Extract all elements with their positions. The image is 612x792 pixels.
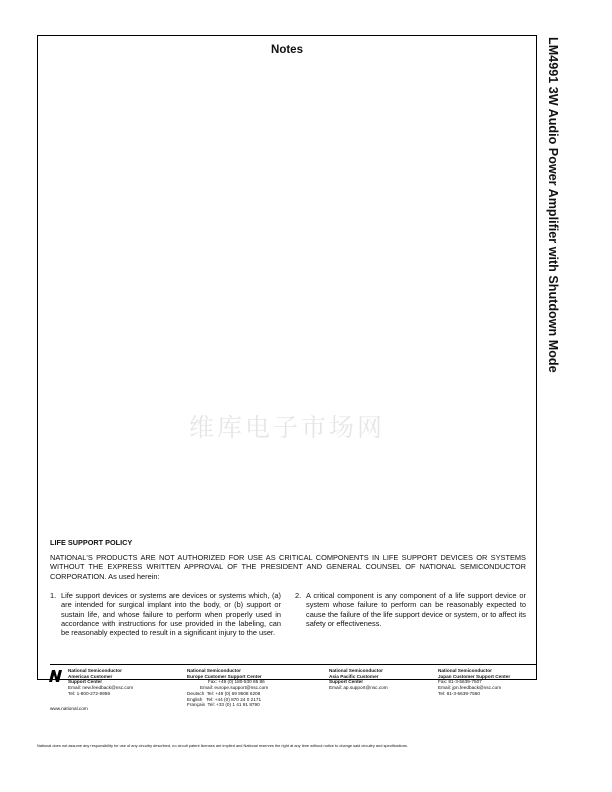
contact-email: Email: jpn.feedback@nsc.com — [438, 685, 502, 691]
policy-item-1 — [50, 591, 281, 637]
contact-asia-pacific — [329, 668, 429, 691]
document-side-title: LM4991 3W Audio Power Amplifier with Shutdown Mode — [546, 37, 560, 373]
policy-definitions-list — [50, 591, 526, 637]
contact-region: Japan Customer Support Center — [438, 673, 511, 679]
policy-item-number: 1. — [50, 591, 57, 600]
contact-fax: Fax: 81-3-5639-7507 — [438, 679, 482, 685]
contact-email: Email: europe.support@nsc.com — [187, 685, 269, 691]
notes-frame — [37, 35, 537, 711]
contact-japan — [438, 668, 538, 697]
contact-email: Email: ap.support@nsc.com — [329, 685, 388, 691]
policy-item-text: Life support devices or systems are devices or systems which, (a) are intended for surgical implant into the body, or (b) support or sustain life, and whose failure to perform when properly used in accordance with instructions for use provided in the labeling, can be reasonably expected to result in a significant injury to the user. — [61, 591, 281, 638]
policy-item-number: 2. — [295, 591, 302, 600]
contact-tel-francais: Français Tel: +33 (0) 1 41 91 8790 — [187, 702, 260, 708]
contact-org: National Semiconductor — [68, 668, 122, 673]
contact-region-line2: Support Center — [68, 679, 103, 685]
contact-footer — [50, 668, 534, 713]
footer-divider — [50, 664, 536, 665]
contact-region-line2: Support Center — [329, 679, 364, 685]
contact-org: National Semiconductor — [329, 668, 383, 673]
national-semiconductor-logo-icon — [48, 669, 63, 683]
contact-region: Asia Pacific Customer — [329, 673, 379, 679]
contact-region: Europe Customer Support Center — [187, 673, 262, 679]
life-support-policy-statement: NATIONAL'S PRODUCTS ARE NOT AUTHORIZED FOR USE AS CRITICAL COMPONENTS IN LIFE SUPPORT DEVICES OR SYSTEMS WITHOUT THE EXPRESS WRITTEN APPROVAL OF THE PRESIDENT AND GENERAL COUNSEL OF NATIONAL SEMICONDUCTOR CORPORATION. As used herein: — [50, 553, 526, 581]
contact-americas — [68, 668, 178, 697]
contact-region: Americas Customer — [68, 673, 113, 679]
watermark: 维库电子市场网 — [188, 413, 385, 442]
contact-tel-deutsch: Deutsch Tel: +49 (0) 69 9508 6208 — [187, 690, 261, 696]
contact-europe — [187, 668, 317, 708]
contact-tel: Tel: 81-3-5639-7560 — [438, 690, 480, 696]
website-url: www.national.com — [50, 706, 88, 711]
contact-fax: Fax: +49 (0) 180-530 85 86 — [187, 679, 265, 685]
policy-item-text: A critical component is any component of a life support device or system whose failure to perform can be reasonably expected to cause the failure of the life support device or system, or to affect its safety or effectiveness. — [306, 591, 526, 628]
policy-item-2 — [295, 591, 526, 637]
notes-title: Notes — [271, 44, 303, 56]
legal-disclaimer: National does not assume any responsibility for use of any circuitry described, no circuit patent licenses are implied and National reserves the right at any time without notice to change said circuitry and specifications. — [37, 743, 408, 748]
contact-org: National Semiconductor — [438, 668, 492, 673]
contact-tel-english: English Tel: +44 (0) 870 24 0 2171 — [187, 696, 262, 702]
contact-email: Email: new.feedback@nsc.com — [68, 685, 134, 691]
contact-org: National Semiconductor — [187, 668, 241, 673]
contact-tel: Tel: 1-800-272-9959 — [68, 690, 110, 696]
life-support-policy-heading: LIFE SUPPORT POLICY — [50, 538, 133, 547]
